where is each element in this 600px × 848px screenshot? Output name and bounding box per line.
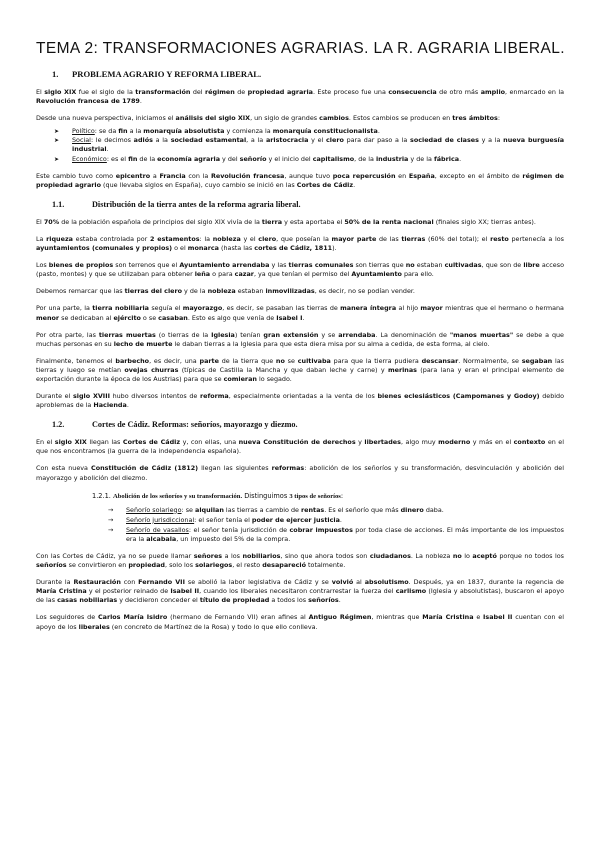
paragraph-2: Desde una nueva perspectiva, iniciamos el análisis del siglo XIX, un siglo de grandes cambios. Estos cambios se producen en tres ámbitos: xyxy=(36,114,500,123)
section-heading-1: 1. PROBLEMA AGRARIO Y REFORMA LIBERAL. xyxy=(52,69,262,79)
right-arrow-icon: → xyxy=(108,505,114,514)
list-item: → Señorío jurisdiccional: el señor tenía el poder de ejercer justicia. xyxy=(108,515,342,524)
arrow-bullet-icon: ➤ xyxy=(54,137,60,145)
paragraph-16: Los seguidores de Carlos María Isidro (hermano de Fernando VII) eran afines al Antiguo Régimen, mientras que María Cristina e Isabel II cuentan con el apoyo de los liberales (en concreto de Martínez de la Rosa) y todo lo que ello conlleva. xyxy=(36,613,564,631)
arrow-bullet-icon: ➤ xyxy=(54,155,60,163)
paragraph-13: Con esta nueva Constitución de Cádiz (1812) llegan las siguientes reformas: abolición de los señoríos y su transformación, desvinculación y abolición del mayorazgo y abolición del diezmo. xyxy=(36,464,564,482)
list-item: ➤ Político: se da fin a la monarquía absolutista y comienza la monarquía constitucionalista. xyxy=(54,127,380,136)
paragraph-4: El 70% de la población española de principios del siglo XIX vivía de la tierra y esta aportaba el 50% de la renta nacional (finales siglo XX; tierras antes). xyxy=(36,217,536,226)
senorios-list xyxy=(36,506,564,544)
right-arrow-icon: → xyxy=(108,515,114,524)
paragraph-11: Durante el siglo XVIII hubo diversos intentos de reforma, especialmente orientadas a la venta de los bienes eclesiásticos (Campomanes y Godoy) debido aproblemas de la Hacienda. xyxy=(36,392,565,410)
paragraph-1: El siglo XIX fue el siglo de la transformación del régimen de propiedad agraria. Este proceso fue una consecuencia de otro más amplio, enmarcado en la Revolución francesa de 1789. xyxy=(36,88,565,106)
paragraph-15: Durante la Restauración con Fernando VII se abolió la labor legislativa de Cádiz y se volvió al absolutismo. Después, ya en 1837, durante la regencia de María Cristina y el posterior reinado de Isabel II, cuando los liberales necesitaron contrarrestar la fuerza del carlismo (Iglesia y absolutistas), buscaron el apoyo de las casas nobiliarias y decidieron conceder el título de propiedad a todos los señoríos. xyxy=(36,578,565,605)
paragraph-14: Con las Cortes de Cádiz, ya no se puede llamar señores a los nobiliarios, sino que ahora todos son ciudadanos. La nobleza no lo aceptó porque no todos los señoríos se convirtieron en propiedad, solo los solariegos, el resto desapareció totalmente. xyxy=(36,552,564,570)
subsection-1-2-1: 1.2.1. Abolición de los señoríos y su transformación. Distinguimos 3 tipos de señoríos: xyxy=(92,491,344,500)
document-page xyxy=(36,0,564,632)
paragraph-7: Debemos remarcar que las tierras del clero y de la nobleza estaban inmovilizadas, es decir, no se podían vender. xyxy=(36,287,415,296)
paragraph-6: Los bienes de propios son terrenos que el Ayuntamiento arrendaba y las tierras comunales son tierras que no estaban cultivadas, que son de libre acceso (pasto, montes) y que se utilizaban para obtener leña o para cazar, ya que tenían el permiso del Ayuntamiento para ello. xyxy=(36,261,564,279)
list-item: → Señorío de vasallos: el señor tenía jurisdicción de cobrar impuestos por toda clase de acciones. El más importante de los impuestos era la alcabala, un impuesto del 5% de la compra. xyxy=(108,525,564,543)
ambitos-list xyxy=(36,127,564,163)
list-item: → Señorío solariego: se alquilan las tierras a cambio de rentas. Es el señorío que más dinero daba. xyxy=(108,505,444,514)
page-title: TEMA 2: TRANSFORMACIONES AGRARIAS. LA R. AGRARIA LIBERAL. xyxy=(36,40,565,57)
paragraph-3: Este cambio tuvo como epicentro a Francia con la Revolución francesa, aunque tuvo poca repercusión en España, excepto en el ámbito de régimen de propiedad agrario (que llevaba siglos en España), cuyo cambio se inició en las Cortes de Cádiz. xyxy=(36,171,565,189)
arrow-bullet-icon: ➤ xyxy=(54,128,60,136)
paragraph-12: En el siglo XIX llegan las Cortes de Cádiz y, con ellas, una nueva Constitución de derechos y libertades, algo muy moderno y más en el contexto en el que nos encontramos (la guerra de la independencia española). xyxy=(36,438,565,456)
paragraph-5: La riqueza estaba controlada por 2 estamentos: la nobleza y el clero, que poseían la mayor parte de las tierras (60% del total); el resto pertenecía a los ayuntamientos (comunales y propios) o el monarca (hasta las cortes de Cádiz, 1811). xyxy=(36,234,564,253)
right-arrow-icon: → xyxy=(108,525,114,534)
paragraph-8: Por una parte, la tierra nobiliaria seguía el mayorazgo, es decir, se pasaban las tierras de manera íntegra al hijo mayor mientras que el hermano o hermana menor se dedicaban al ejército o se casaban. Esto es algo que venía de Isabel I. xyxy=(36,304,564,322)
paragraph-10: Finalmente, tenemos el barbecho, es decir, una parte de la tierra que no se cultivaba para que la tierra pudiera descansar. Normalmente, se segaban las tierras y luego se metían ovejas churras (típicas de Castilla la Mancha y que daban leche y carne) y merinas (para lana y eran el principal elemento de exportación durante la época de los Austrias) para que se comieran lo segado. xyxy=(36,356,565,383)
section-heading-1-2: 1.2. Cortes de Cádiz. Reformas: señoríos, mayorazgo y diezmo. xyxy=(52,420,298,430)
list-item: ➤ Económico: es el fin de la economía agraria y del señorío y el inicio del capitalismo, de la industria y de la fábrica. xyxy=(54,154,462,163)
list-item: ➤ Social: le decimos adiós a la sociedad estamental, a la aristocracia y el clero para dar paso a la sociedad de clases y a la nueva burguesía industrial. xyxy=(54,136,565,154)
section-heading-1-1: 1.1. Distribución de la tierra antes de la reforma agraria liberal. xyxy=(52,199,301,209)
paragraph-9: Por otra parte, las tierras muertas (o tierras de la Iglesia) tenían gran extensión y se arrendaba. La denominación de "manos muertas" se debe a que muchas personas en su lecho de muerte le daban tierras a la Iglesia para que esta diera misa por su alma a cedida, de esta forma, al cielo. xyxy=(36,330,564,348)
